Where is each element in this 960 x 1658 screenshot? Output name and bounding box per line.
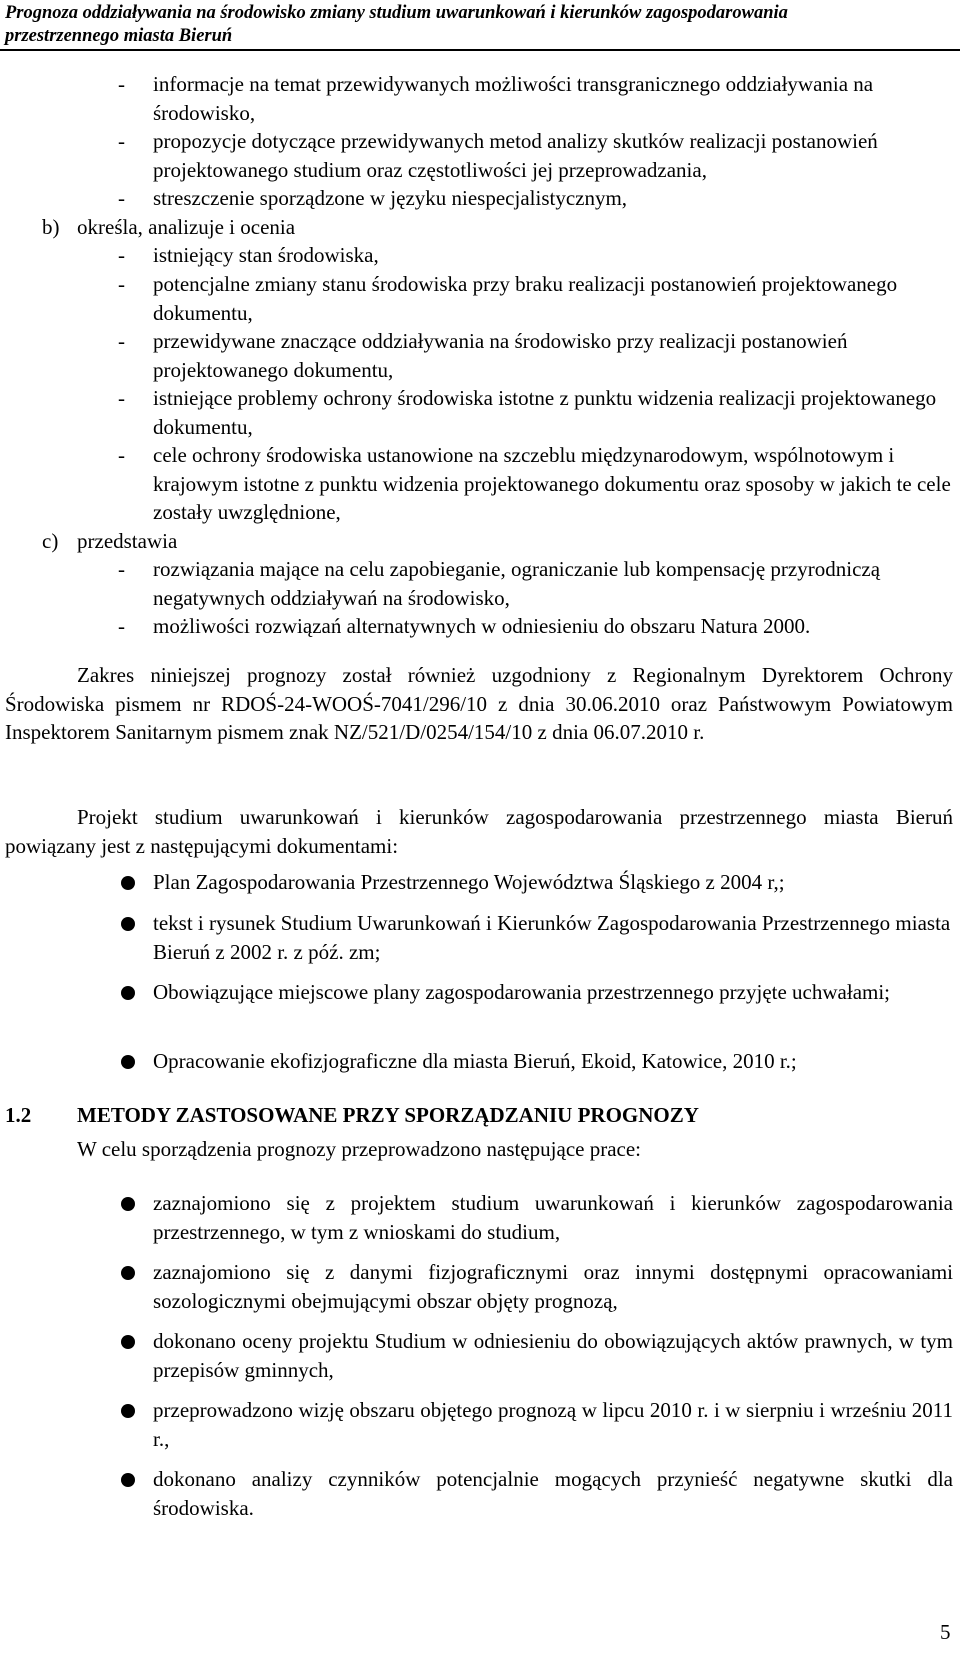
method-item: zaznajomiono się z projektem studium uwarunkowań i kierunków zagospodarowania przestrzennego, w tym z wnioskami do studium, [153,1191,953,1244]
page-number: 5 [940,1620,951,1644]
document-item: Plan Zagospodarowania Przestrzennego Województwa Śląskiego z 2004 r,; [153,870,785,894]
list-item: propozycje dotyczące przewidywanych metod analizy skutków realizacji postanowień projektowanego studium oraz częstotliwości jej przeprowadzania, [153,129,878,182]
document-item: tekst i rysunek Studium Uwarunkowań i Kierunków Zagospodarowania Przestrzennego miasta Bieruń z 2002 r. z póź. zm; [153,911,951,964]
header-line-2: przestrzennego miasta Bieruń [5,26,233,46]
header-rule [0,49,960,51]
list-item: potencjalne zmiany stanu środowiska przy braku realizacji postanowień projektowanego dokumentu, [153,272,898,325]
bullet-icon [121,986,135,1000]
dash-marker: - [118,243,125,267]
dash-marker: - [118,72,125,96]
document-item: Opracowanie ekofizjograficzne dla miasta Bieruń, Ekoid, Katowice, 2010 r.; [153,1049,797,1073]
bullet-icon [121,1055,135,1069]
list-heading-c: przedstawia [77,529,178,553]
dash-marker: - [118,272,125,296]
bullet-icon [121,1473,135,1487]
bullet-icon [121,1404,135,1418]
document-item: Obowiązujące miejscowe plany zagospodarowania przestrzennego przyjęte uchwałami; [153,980,891,1004]
section-number: 1.2 [5,1103,32,1127]
list-item: przewidywane znaczące oddziaływania na środowisko przy realizacji postanowień projektowanego dokumentu, [153,329,848,382]
dash-marker: - [118,386,125,410]
bullet-icon [121,1335,135,1349]
bullet-icon [121,876,135,890]
list-item: istniejący stan środowiska, [153,243,379,267]
list-item: możliwości rozwiązań alternatywnych w odniesieniu do obszaru Natura 2000. [153,614,811,638]
list-item: cele ochrony środowiska ustanowione na szczeblu międzynarodowym, wspólnotowym i krajowym istotne z punktu widzenia projektowanego dokumentu oraz sposoby w jakich te cele zostały uwzględnione, [153,443,951,524]
method-item: dokonano oceny projektu Studium w odniesieniu do obowiązujących aktów prawnych, w tym przepisów gminnych, [153,1329,953,1382]
dash-marker: - [118,557,125,581]
dash-marker: - [118,329,125,353]
dash-marker: - [118,186,125,210]
method-item: zaznajomiono się z danymi fizjograficznymi oraz innymi dostępnymi opracowaniami sozologicznymi obejmującymi obszar objęty prognozą, [153,1260,953,1313]
list-item: rozwiązania mające na celu zapobieganie, ograniczanie lub kompensację przyrodniczą negatywnych oddziaływań na środowisko, [153,557,881,610]
paragraph-project: Projekt studium uwarunkowań i kierunków zagospodarowania przestrzennego miasta Bieruń powiązany jest z następującymi dokumentami: [5,805,953,858]
dash-marker: - [118,129,125,153]
section-intro: W celu sporządzenia prognozy przeprowadzono następujące prace: [77,1137,642,1161]
list-item: streszczenie sporządzone w języku niespecjalistycznym, [153,186,628,210]
paragraph-scope: Zakres niniejszej prognozy został również uzgodniony z Regionalnym Dyrektorem Ochrony Środowiska pismem nr RDOŚ-24-WOOŚ-7041/296/10 z dnia 30.06.2010 oraz Państwowym Powiatowym Inspektorem Sanitarnym pismem znak NZ/521/D/0254/154/10 z dnia 06.07.2010 r. [5,663,953,744]
running-header [5,2,955,48]
section-title: METODY ZASTOSOWANE PRZY SPORZĄDZANIU PROGNOZY [77,1103,699,1127]
bullet-icon [121,1266,135,1280]
list-item: istniejące problemy ochrony środowiska istotne z punktu widzenia realizacji projektowanego dokumentu, [153,386,937,439]
list-label-c: c) [42,529,59,553]
dash-marker: - [118,614,125,638]
header-line-1: Prognoza oddziaływania na środowisko zmiany studium uwarunkowań i kierunków zagospodarowania [5,3,788,23]
list-label-b: b) [42,215,60,239]
method-item: przeprowadzono wizję obszaru objętego prognozą w lipcu 2010 r. i w sierpniu i wrześniu 2011 r., [153,1398,953,1451]
list-heading-b: określa, analizuje i ocenia [77,215,296,239]
method-item: dokonano analizy czynników potencjalnie mogących przynieść negatywne skutki dla środowiska. [153,1467,953,1520]
bullet-icon [121,917,135,931]
bullet-icon [121,1197,135,1211]
dash-marker: - [118,443,125,467]
list-item: informacje na temat przewidywanych możliwości transgranicznego oddziaływania na środowisko, [153,72,874,125]
